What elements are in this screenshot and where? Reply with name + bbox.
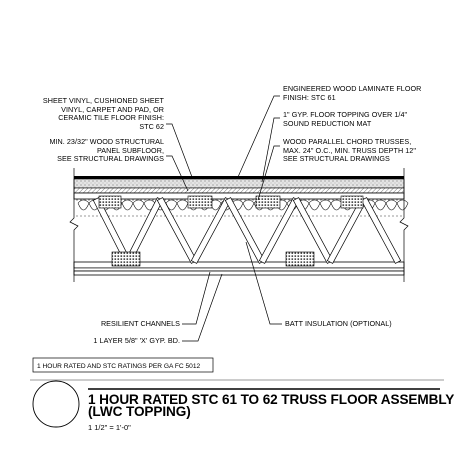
drawing-scale: 1 1/2" = 1'-0" bbox=[88, 423, 131, 432]
gusset-plate bbox=[112, 252, 140, 266]
callout-laminate: ENGINEERED WOOD LAMINATE FLOOR FINISH: STC 61 bbox=[283, 84, 422, 102]
subfloor-panel bbox=[74, 188, 404, 193]
callout-gyp-topping: 1" GYP. FLOOR TOPPING OVER 1/4" SOUND REDUCTION MAT bbox=[283, 110, 408, 128]
resilient-channel bbox=[74, 268, 404, 271]
gusset-plate bbox=[286, 252, 314, 266]
drawing-title: 1 HOUR RATED STC 61 TO 62 TRUSS FLOOR ASSEMBLY bbox=[88, 392, 455, 407]
gyp-board-layer bbox=[74, 271, 404, 275]
finish-layer bbox=[74, 176, 404, 179]
gusset-plate bbox=[188, 196, 212, 208]
gusset-plate bbox=[256, 196, 280, 208]
detail-bubble bbox=[33, 381, 79, 427]
callout-sheet-vinyl: SHEET VINYL, CUSHIONED SHEET VINYL, CARPET AND PAD, OR CERAMIC TILE FLOOR FINISH: STC 62 bbox=[42, 96, 164, 131]
gusset-plate bbox=[99, 196, 121, 208]
callout-trusses: WOOD PARALLEL CHORD TRUSSES, MAX. 24" O.C., MIN. TRUSS DEPTH 12" SEE STRUCTURAL DRAWINGS bbox=[283, 137, 416, 164]
callout-subfloor: MIN. 23/32" WOOD STRUCTURAL PANEL SUBFLOOR, SEE STRUCTURAL DRAWINGS bbox=[49, 137, 164, 164]
callout-resilient-channels: RESILIENT CHANNELS bbox=[100, 319, 180, 328]
callout-batt-insulation: BATT INSULATION (OPTIONAL) bbox=[285, 319, 392, 328]
drawing-subtitle: (LWC TOPPING) bbox=[88, 404, 191, 419]
gusset-plate bbox=[341, 196, 363, 208]
callout-gyp-board: 1 LAYER 5/8" 'X' GYP. BD. bbox=[93, 336, 180, 345]
gyp-topping-layer bbox=[74, 179, 404, 188]
rating-note: 1 HOUR RATED AND STC RATINGS PER GA FC 5012 bbox=[37, 363, 201, 370]
leader-lines bbox=[166, 96, 282, 341]
